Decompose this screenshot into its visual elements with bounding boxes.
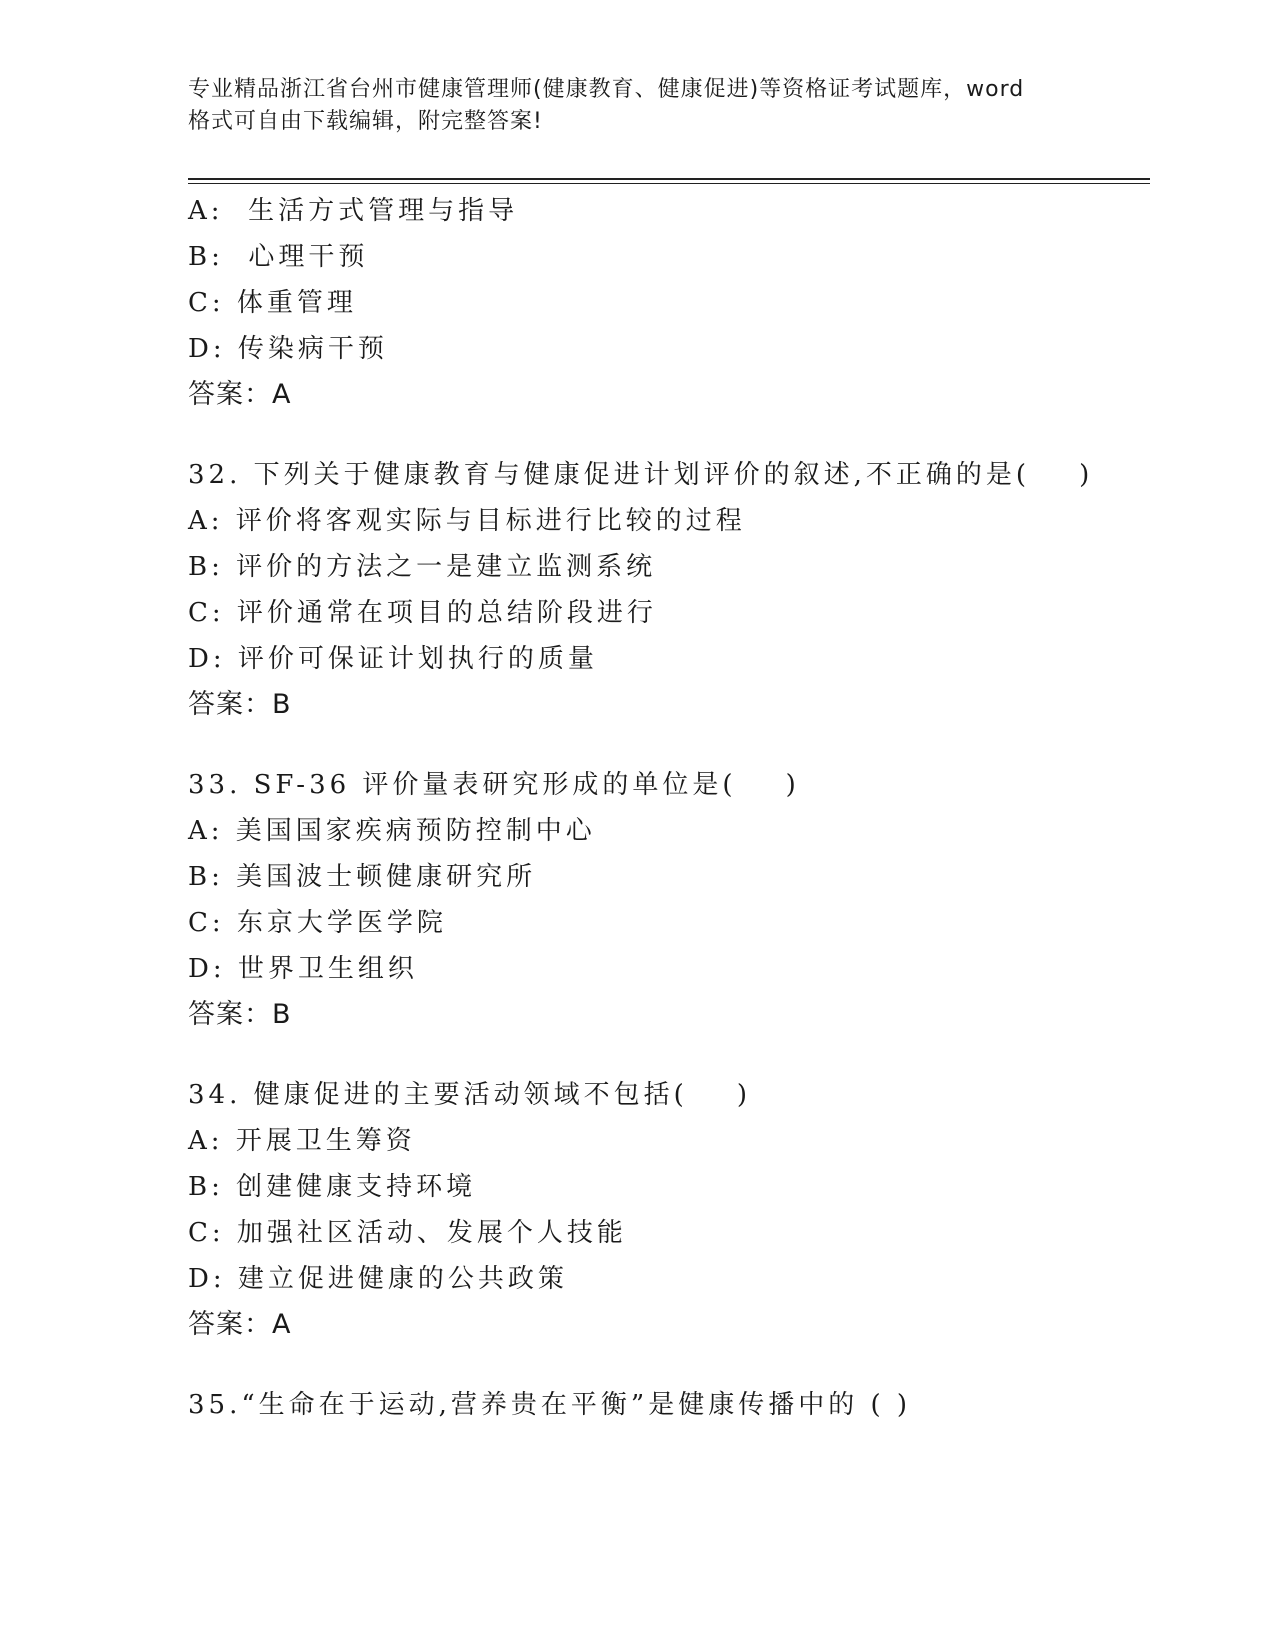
option-a: A: 美国国家疾病预防控制中心 [188, 816, 596, 846]
question-text: 35.“生命在于运动,营养贵在平衡”是健康传播中的 ( ) [188, 1390, 912, 1420]
document-header [188, 74, 1088, 138]
option-b: B: 心理干预 [188, 242, 369, 272]
question-34 [188, 1072, 1148, 1348]
question-35 [188, 1382, 1148, 1428]
option-a: A: 开展卫生筹资 [188, 1126, 416, 1156]
header-divider [188, 178, 1150, 184]
answer: 答案：A [188, 379, 292, 410]
question-31 [188, 188, 1148, 418]
option-b: B: 创建健康支持环境 [188, 1172, 477, 1202]
question-32 [188, 452, 1148, 728]
option-d: D: 评价可保证计划执行的质量 [188, 644, 598, 674]
option-d: D: 世界卫生组织 [188, 954, 418, 984]
option-d: D: 建立促进健康的公共政策 [188, 1264, 568, 1294]
header-line-1: 专业精品浙江省台州市健康管理师(健康教育、健康促进)等资格证考试题库，word [188, 77, 1025, 102]
spacer [188, 1348, 1148, 1382]
option-d: D: 传染病干预 [188, 334, 388, 364]
question-text: 33. SF-36 评价量表研究形成的单位是( ) [188, 770, 800, 800]
option-b: B: 美国波士顿健康研究所 [188, 862, 537, 892]
question-33 [188, 762, 1148, 1038]
option-a: A: 评价将客观实际与目标进行比较的过程 [188, 506, 746, 536]
option-c: C: 加强社区活动、发展个人技能 [188, 1218, 627, 1248]
option-c: C: 东京大学医学院 [188, 908, 447, 938]
spacer [188, 728, 1148, 762]
answer: 答案：A [188, 1309, 292, 1340]
question-text: 34. 健康促进的主要活动领域不包括( ) [188, 1080, 751, 1110]
answer: 答案：B [188, 689, 292, 720]
spacer [188, 418, 1148, 452]
option-a: A: 生活方式管理与指导 [188, 196, 519, 226]
question-text: 32. 下列关于健康教育与健康促进计划评价的叙述,不正确的是( ) [188, 460, 1094, 490]
answer: 答案：B [188, 999, 292, 1030]
option-c: C: 评价通常在项目的总结阶段进行 [188, 598, 657, 628]
option-c: C: 体重管理 [188, 288, 357, 318]
spacer [188, 1038, 1148, 1072]
header-line-2: 格式可自由下载编辑，附完整答案! [188, 109, 543, 134]
option-b: B: 评价的方法之一是建立监测系统 [188, 552, 657, 582]
question-list [188, 188, 1148, 1428]
